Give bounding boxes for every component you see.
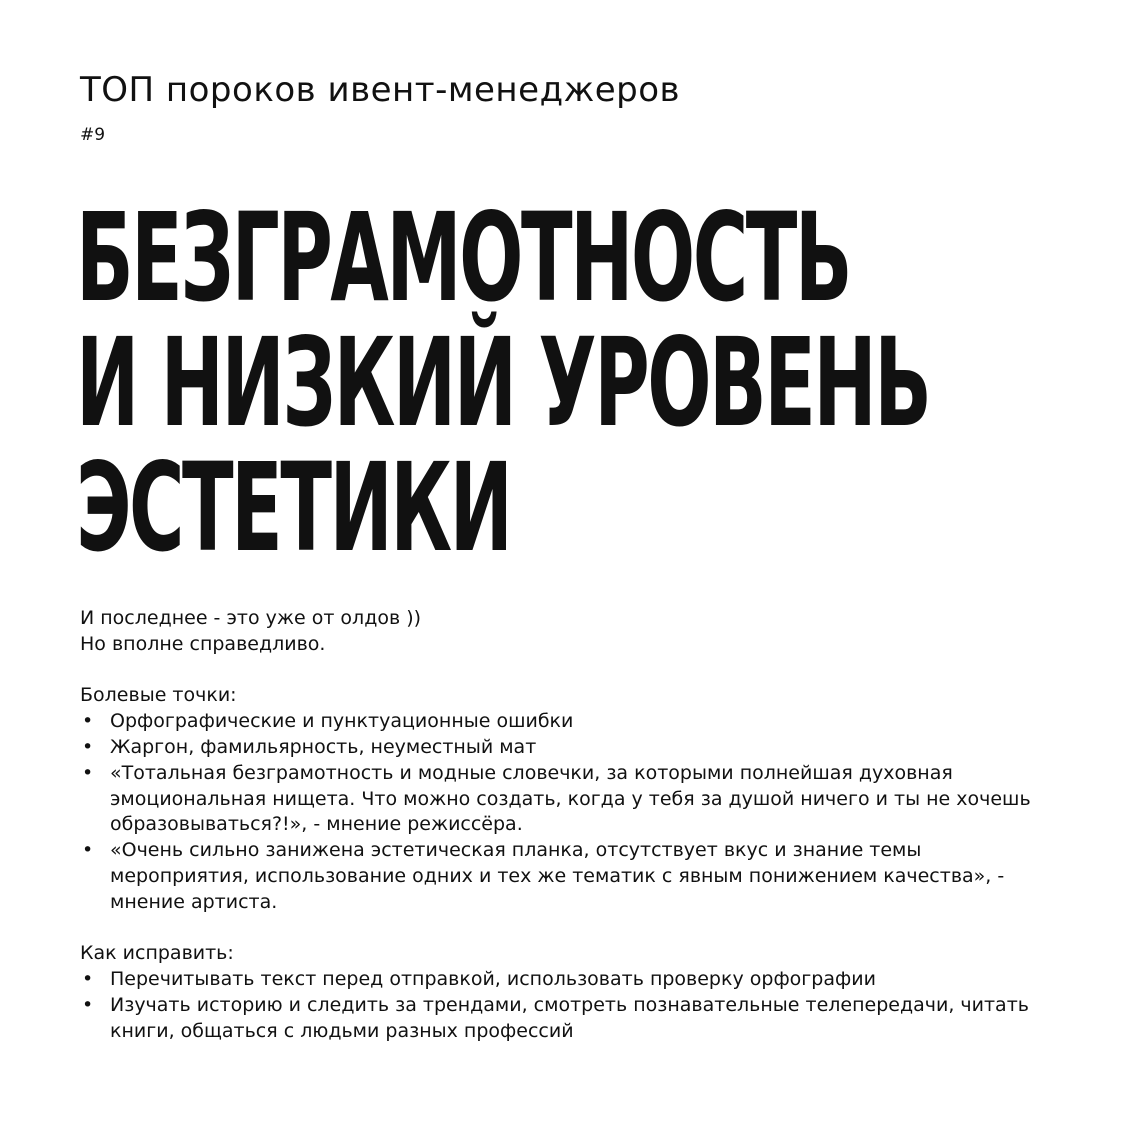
list-item: • «Тотальная безграмотность и модные словечки, за которыми полнейшая духовная эмоциональная нищета. Что можно создать, когда у тебя за душой ничего и ты не хочешь образовываться?!», - мнение режиссёра.: [80, 761, 1040, 838]
list-item: • Перечитывать текст перед отправкой, использовать проверку орфографии: [80, 967, 1040, 993]
issue-number: #9: [80, 125, 106, 145]
series-title: ТОП пороков ивент-менеджеров: [80, 70, 681, 110]
headline: [76, 187, 930, 579]
headline-line: БЕЗГРАМОТНОСТЬ: [76, 187, 851, 329]
list-item: • «Очень сильно занижена эстетическая планка, отсутствует вкус и знание темы мероприятия, использование одних и тех же тематик с явным понижением качества», - мнение артиста.: [80, 838, 1040, 915]
list-item: • Изучать историю и следить за трендами, смотреть познавательные телепередачи, читать книги, общаться с людьми разных профессий: [80, 993, 1040, 1045]
spacer: [80, 916, 1040, 942]
pain-points-heading: Болевые точки:: [80, 684, 237, 707]
spacer: [80, 658, 1040, 684]
fixes-list: [80, 967, 1040, 1044]
intro-line: И последнее - это уже от олдов )): [80, 607, 422, 629]
list-item: • Жаргон, фамильярность, неуместный мат: [80, 735, 1040, 761]
headline-line: И НИЗКИЙ УРОВЕНЬ: [76, 312, 930, 454]
list-item: • Орфографические и пунктуационные ошибки: [80, 709, 1040, 735]
fixes-heading: Как исправить:: [80, 942, 234, 965]
body-text: [80, 606, 1040, 1045]
intro-line: Но вполне справедливо.: [80, 632, 326, 655]
pain-points-list: [80, 709, 1040, 915]
headline-line: ЭСТЕТИКИ: [76, 437, 511, 579]
